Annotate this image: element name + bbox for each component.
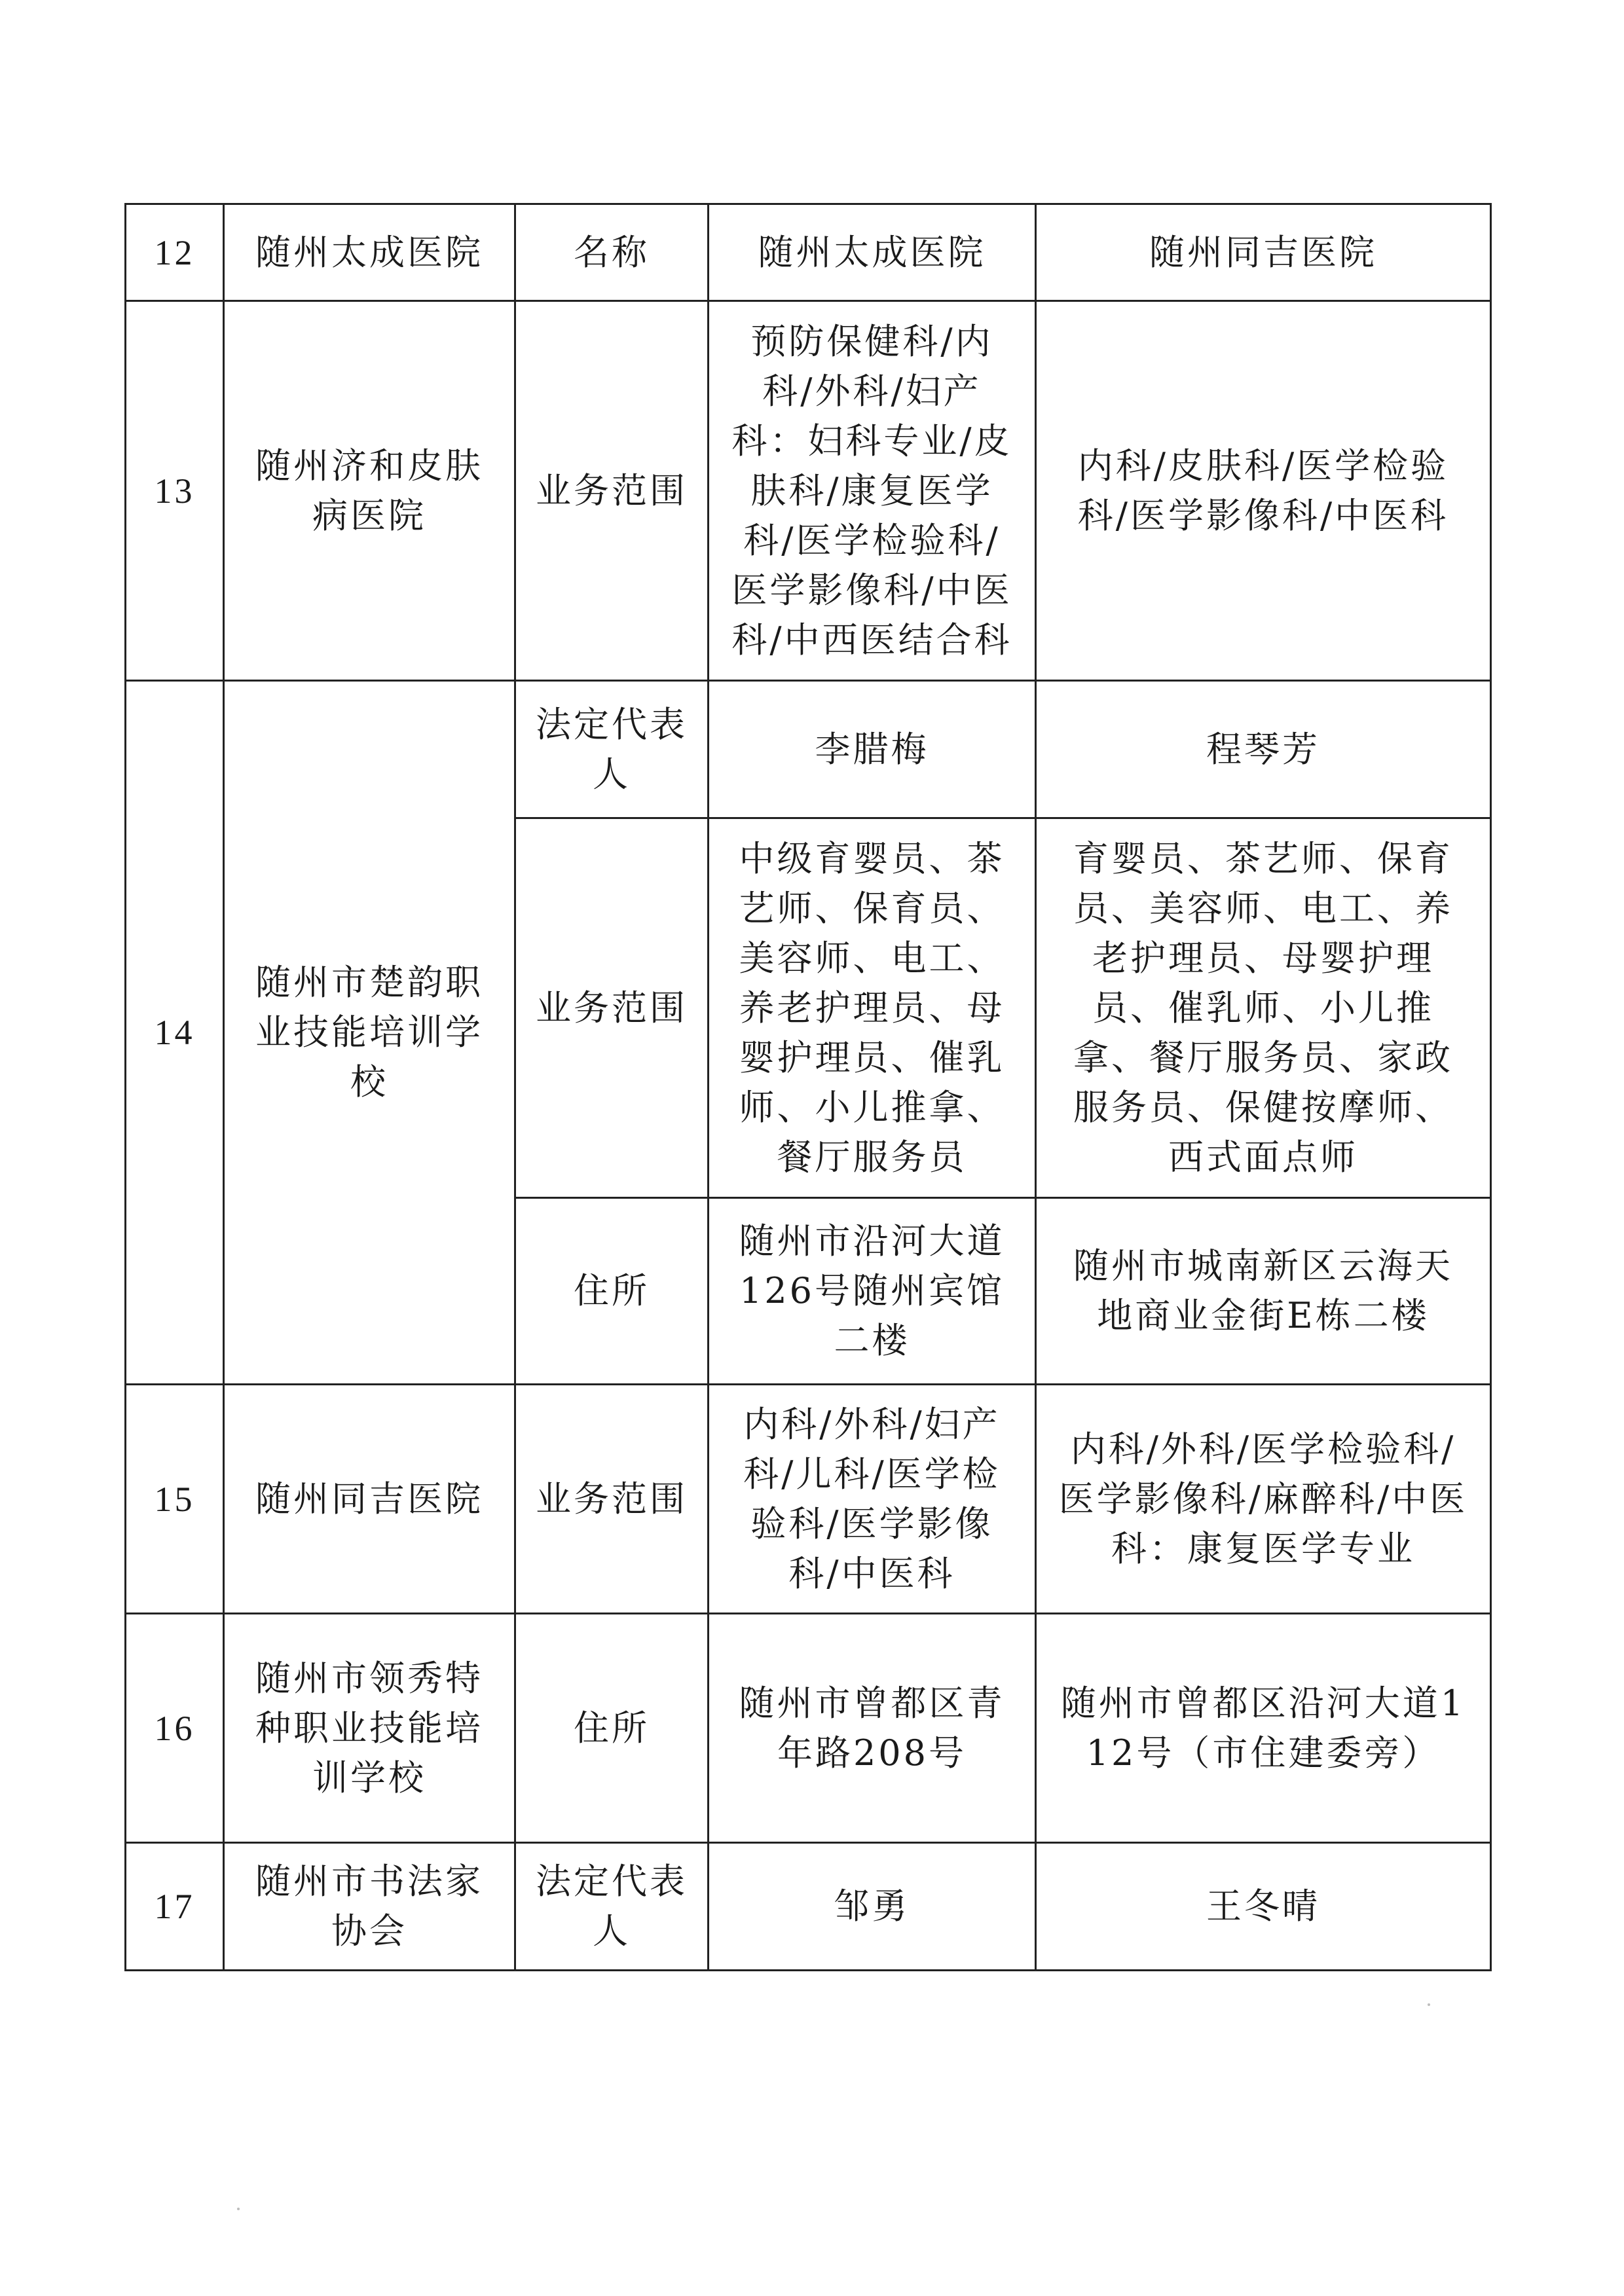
table-row bbox=[126, 1385, 1491, 1614]
change-item: 法定代表人 bbox=[515, 1843, 709, 1971]
row-number: 12 bbox=[126, 204, 224, 301]
change-item: 住所 bbox=[515, 1198, 709, 1385]
value-before: 随州市沿河大道126号随州宾馆二楼 bbox=[709, 1198, 1036, 1385]
change-item: 业务范围 bbox=[515, 1385, 709, 1614]
table-row bbox=[126, 1614, 1491, 1843]
value-after: 程琴芳 bbox=[1036, 681, 1491, 818]
table-row bbox=[126, 204, 1491, 301]
value-after: 育婴员、茶艺师、保育员、美容师、电工、养老护理员、母婴护理员、催乳师、小儿推拿、餐厅服务员、家政服务员、保健按摩师、西式面点师 bbox=[1036, 818, 1491, 1198]
organization-name: 随州市楚韵职业技能培训学校 bbox=[224, 681, 515, 1385]
change-item: 法定代表人 bbox=[515, 681, 709, 818]
change-item: 业务范围 bbox=[515, 301, 709, 681]
value-before: 邹勇 bbox=[709, 1843, 1036, 1971]
change-item: 业务范围 bbox=[515, 818, 709, 1198]
scan-speck bbox=[237, 2208, 240, 2210]
row-number: 16 bbox=[126, 1614, 224, 1843]
row-number: 15 bbox=[126, 1385, 224, 1614]
table-row bbox=[126, 1843, 1491, 1971]
change-item: 住所 bbox=[515, 1614, 709, 1843]
value-before: 内科/外科/妇产科/儿科/医学检验科/医学影像科/中医科 bbox=[709, 1385, 1036, 1614]
organization-name: 随州同吉医院 bbox=[224, 1385, 515, 1614]
change-item: 名称 bbox=[515, 204, 709, 301]
value-before: 随州市曾都区青年路208号 bbox=[709, 1614, 1036, 1843]
value-before: 预防保健科/内科/外科/妇产科：妇科专业/皮肤科/康复医学科/医学检验科/医学影像科/中医科/中西医结合科 bbox=[709, 301, 1036, 681]
value-after: 随州同吉医院 bbox=[1036, 204, 1491, 301]
table-row bbox=[126, 681, 1491, 818]
row-number: 13 bbox=[126, 301, 224, 681]
organization-name: 随州市领秀特种职业技能培训学校 bbox=[224, 1614, 515, 1843]
row-number: 14 bbox=[126, 681, 224, 1385]
value-after: 随州市曾都区沿河大道112号（市住建委旁） bbox=[1036, 1614, 1491, 1843]
value-before: 李腊梅 bbox=[709, 681, 1036, 818]
organization-name: 随州济和皮肤病医院 bbox=[224, 301, 515, 681]
value-before: 随州太成医院 bbox=[709, 204, 1036, 301]
table-row bbox=[126, 301, 1491, 681]
organization-name: 随州市书法家协会 bbox=[224, 1843, 515, 1971]
value-after: 王冬晴 bbox=[1036, 1843, 1491, 1971]
value-before: 中级育婴员、茶艺师、保育员、美容师、电工、养老护理员、母婴护理员、催乳师、小儿推拿、餐厅服务员 bbox=[709, 818, 1036, 1198]
organization-name: 随州太成医院 bbox=[224, 204, 515, 301]
scan-speck bbox=[1428, 2003, 1430, 2006]
value-after: 内科/外科/医学检验科/医学影像科/麻醉科/中医科：康复医学专业 bbox=[1036, 1385, 1491, 1614]
value-after: 随州市城南新区云海天地商业金街E栋二楼 bbox=[1036, 1198, 1491, 1385]
change-table bbox=[124, 203, 1492, 1971]
value-after: 内科/皮肤科/医学检验科/医学影像科/中医科 bbox=[1036, 301, 1491, 681]
row-number: 17 bbox=[126, 1843, 224, 1971]
